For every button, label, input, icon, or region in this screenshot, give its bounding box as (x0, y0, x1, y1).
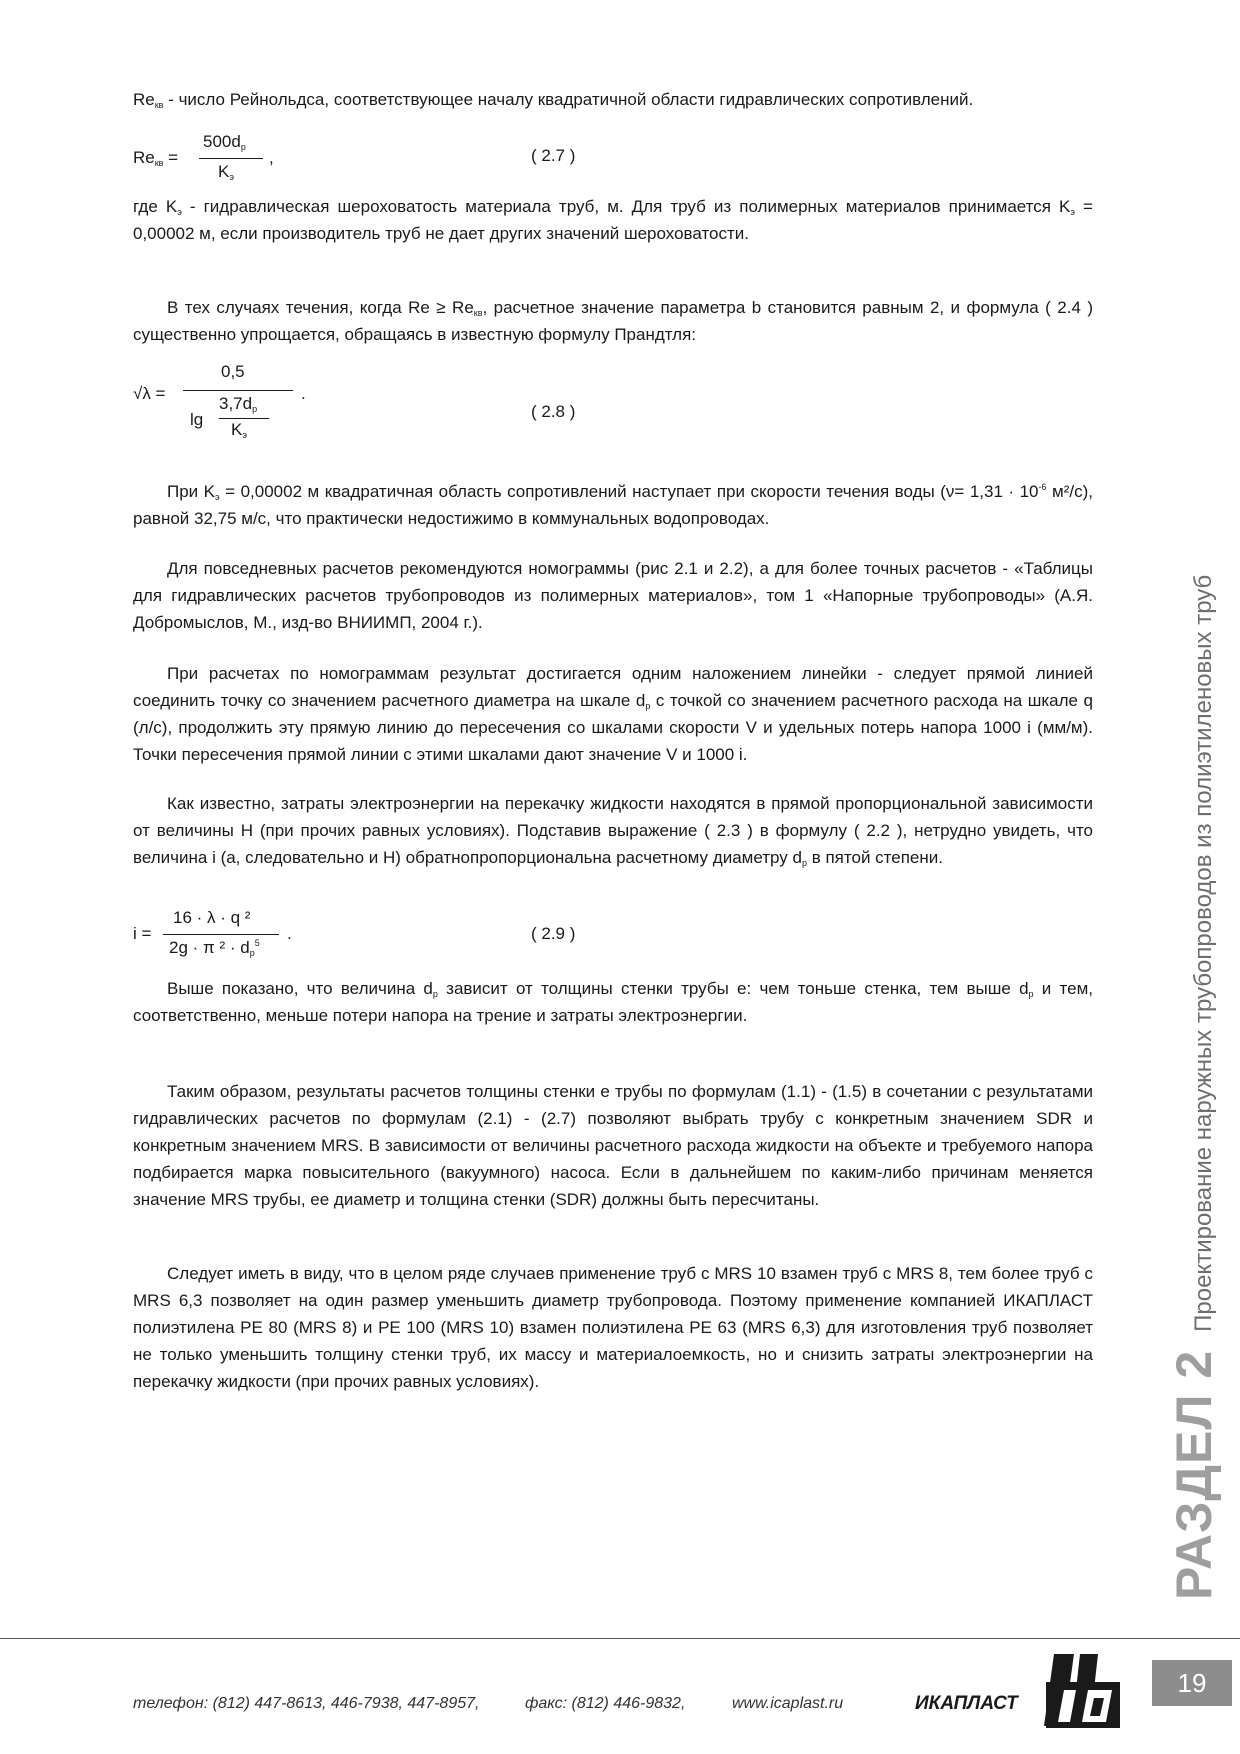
page-number: 19 (1152, 1660, 1232, 1706)
paragraph-prandtl: В тех случаях течения, когда $Re \ge Re_{кв}$, расчетное значение параметра b становится равным 2, и формула ( 2.4 ) существенно упрощается, обращаясь в известную формулу Прандтля: (133, 298, 1093, 344)
formula-2-7: $Re_{кв}$ = $500d_р$ $K_э$ , (133, 132, 274, 182)
formula-2-9: i = 16 · λ · q ² 2g · π $^2 \cdot d_р^5$ . (133, 908, 292, 958)
equation-number-2-9: ( 2.9 ) (531, 924, 576, 943)
footer-divider (0, 1638, 1240, 1639)
company-logo (1040, 1650, 1126, 1736)
paragraph-mrs: Следует иметь в виду, что в целом ряде случаев применение труб с MRS 10 взамен труб с MRS 8, тем более труб с MRS 6,3 позволяет на один размер уменьшить диаметр трубопровода. Поэтому применение компанией ИКАПЛАСТ полиэтилена PE 80 (MRS 8) и PE 100 (MRS 10) взамен полиэтилена PE 63 (MRS 6,3) для изготовления труб позволяет не только уменьшить толщину стенки труб, их массу и материалоемкость, но и снизить затраты электроэнергии на перекачку жидкости (при прочих равных условиях). (133, 1264, 1093, 1391)
brand-name: ИКАПЛАСТ (915, 1693, 1018, 1714)
footer-phone: телефон: (812) 447-8613, 446-7938, 447-8957, (133, 1695, 480, 1712)
paragraph-roughness: где $K_э$ - гидравлическая шероховатость материала труб, м. Для труб из полимерных материалов принимается $K_э = 0,00002$ м, если производитель труб не дает других значений шероховатости. (133, 197, 1093, 243)
paragraph-wall-thickness: Выше показано, что величина $d_р$ зависит от толщины стенки трубы e: чем тоньше стенка, тем выше $d_р$ и тем, соответственно, меньше потери напора на трение и затраты электроэнергии. (133, 979, 1094, 1025)
section-side-title (1165, 575, 1223, 1600)
paragraph-nomogram-usage: При расчетах по номограммам результат достигается одним наложением линейки - следует прямой линией соединить точку со значением расчетного диаметра на шкале $d_р$ с точкой со значением расчетного расхода на шкале q (л/с), продолжить эту прямую линию до пересечения со шкалами скорости V и удельных потерь напора 1000 i (мм/м). Точки пересечения прямой линии с этими шкалами дают значение V и 1000 i. (133, 664, 1093, 764)
footer-website[interactable]: www.icaplast.ru (732, 1695, 844, 1712)
equation-number-2-8: ( 2.8 ) (531, 402, 576, 421)
formula-2-8: √λ = 0,5 lg $3,7d_р$ $K_э$ . (133, 362, 306, 440)
section-subtitle: Проектирование наружных трубопроводов из полиэтиленовых труб (1190, 574, 1217, 1332)
paragraph-nomograms: Для повседневных расчетов рекомендуются номограммы (рис 2.1 и 2.2), а для более точных расчетов - «Таблицы для гидравлических расчетов трубопроводов из полимерных материалов», том 1 «Напорные трубопроводы» (А.Я. Добромыслов, М., изд-во ВНИИМП, 2004 г.). (133, 559, 1093, 632)
paragraph-energy-costs: Как известно, затраты электроэнергии на перекачку жидкости находятся в прямой пропорциональной зависимости от величины H (при прочих равных условиях). Подставив выражение ( 2.3 ) в формулу ( 2.2 ), нетрудно увидеть, что величина i (а, следовательно и H) обратнопропорциональна расчетному диаметру $d_р$ в пятой степени. (133, 794, 1093, 868)
section-label: РАЗДЕЛ 2 (1166, 1349, 1222, 1600)
paragraph-re-kv-definition: $Re_{кв}$ - число Рейнольдса, соответствующее началу квадратичной области гидравлических сопротивлений. (133, 90, 974, 110)
paragraph-conclusion: Таким образом, результаты расчетов толщины стенки e трубы по формулам (1.1) - (1.5) в сочетании с результатами гидравлических расчетов по формулам (2.1) - (2.7) позволяют выбрать трубу с конкретным значением SDR и конкретным значением MRS. В зависимости от величины расчетного расхода жидкости на объекте и требуемого напора подбирается марка повысительного (вакуумного) насоса. Если в дальнейшем по каким-либо причинам меняется значение MRS трубы, ее диаметр и толщина стенки (SDR) должны быть пересчитаны. (133, 1082, 1093, 1209)
footer-fax: факс: (812) 446-9832, (525, 1695, 686, 1712)
paragraph-quadratic-region: При $K_э = 0,00002$ м квадратичная область сопротивлений наступает при скорости течения воды ($\nu= 1,31 \cdot 10^{-6}$ м²/с), равной 32,75 м/с, что практически недостижимо в коммунальных водопроводах. (133, 482, 1093, 528)
equation-number-2-7: ( 2.7 ) (531, 146, 576, 165)
